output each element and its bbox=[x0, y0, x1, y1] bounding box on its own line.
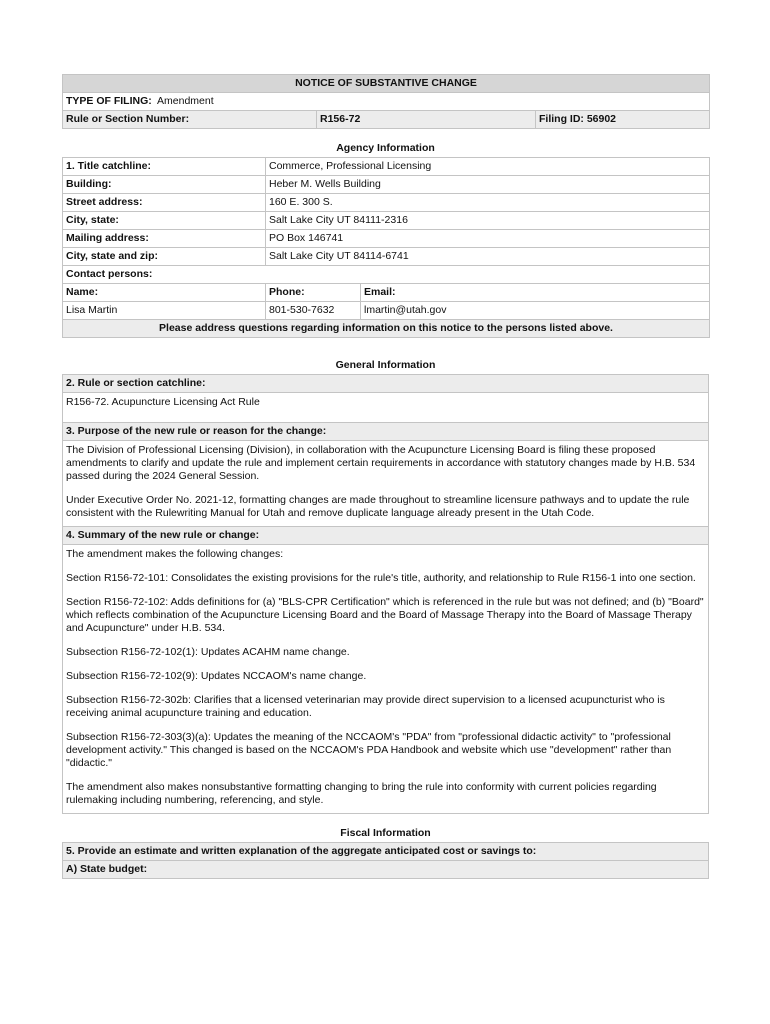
contact-email: lmartin@utah.gov bbox=[361, 302, 710, 320]
q2-label: 2. Rule or section catchline: bbox=[63, 375, 709, 393]
street-address-value: 160 E. 300 S. bbox=[266, 194, 710, 212]
filing-type-row bbox=[63, 93, 710, 111]
contact-email-header: Email: bbox=[361, 284, 710, 302]
paragraph: The amendment makes the following changes: bbox=[66, 548, 284, 560]
agency-row bbox=[63, 194, 710, 212]
agency-row bbox=[63, 248, 710, 266]
notice-document bbox=[62, 74, 709, 879]
contact-name-header: Name: bbox=[63, 284, 266, 302]
contact-row bbox=[63, 302, 710, 320]
filing-header-table bbox=[62, 74, 710, 129]
city-state-label: City, state: bbox=[63, 212, 266, 230]
agency-table bbox=[62, 157, 710, 338]
mailing-address-label: Mailing address: bbox=[63, 230, 266, 248]
q3-answer bbox=[63, 441, 709, 527]
contact-name: Lisa Martin bbox=[63, 302, 266, 320]
title-catchline-value: Commerce, Professional Licensing bbox=[266, 158, 710, 176]
rule-number-value: R156-72 bbox=[317, 111, 536, 129]
general-table bbox=[62, 374, 709, 814]
paragraph: Under Executive Order No. 2021-12, formatting changes are made throughout to streamline licensure pathways and to update the rule consistent with the Rulewriting Manual for Utah and remove duplicate language already present in the Utah Code. bbox=[66, 494, 690, 519]
filing-type-value: Amendment bbox=[157, 95, 214, 107]
building-value: Heber M. Wells Building bbox=[266, 176, 710, 194]
agency-row bbox=[63, 158, 710, 176]
q3-label: 3. Purpose of the new rule or reason for the change: bbox=[63, 423, 709, 441]
city-state-zip-label: City, state and zip: bbox=[63, 248, 266, 266]
q5a-label: A) State budget: bbox=[63, 861, 709, 879]
contact-phone: 801-530-7632 bbox=[266, 302, 361, 320]
rule-number-label: Rule or Section Number: bbox=[63, 111, 317, 129]
paragraph: The amendment also makes nonsubstantive formatting changing to bring the rule into conformity with current policies regarding rulemaking including numbering, referencing, and style. bbox=[66, 781, 657, 806]
paragraph: Section R156-72-101: Consolidates the existing provisions for the rule's title, authority, and relationship to Rule R156-1 into one section. bbox=[66, 572, 696, 584]
q4-label: 4. Summary of the new rule or change: bbox=[63, 527, 709, 545]
q2-value: R156-72. Acupuncture Licensing Act Rule bbox=[63, 393, 709, 423]
contact-phone-header: Phone: bbox=[266, 284, 361, 302]
mailing-address-value: PO Box 146741 bbox=[266, 230, 710, 248]
paragraph: Subsection R156-72-102(9): Updates NCCAOM's name change. bbox=[66, 670, 367, 682]
agency-heading: Agency Information bbox=[336, 142, 435, 154]
building-label: Building: bbox=[63, 176, 266, 194]
fiscal-table bbox=[62, 842, 709, 879]
q4-answer bbox=[63, 545, 709, 814]
fiscal-heading: Fiscal Information bbox=[340, 827, 431, 839]
notice-title: NOTICE OF SUBSTANTIVE CHANGE bbox=[63, 75, 710, 93]
street-address-label: Street address: bbox=[63, 194, 266, 212]
city-state-value: Salt Lake City UT 84111-2316 bbox=[266, 212, 710, 230]
city-state-zip-value: Salt Lake City UT 84114-6741 bbox=[266, 248, 710, 266]
paragraph: Section R156-72-102: Adds definitions for (a) "BLS-CPR Certification" which is referenced in the rule but was not defined; and (b) "Board" which reflects combination of the Acupuncture Licensing Board and the Board of Massage Therapy into the Board of Massage Therapy and Acupuncture" under H.B. 534. bbox=[66, 596, 704, 634]
contact-persons-label: Contact persons: bbox=[63, 266, 710, 284]
paragraph: Subsection R156-72-303(3)(a): Updates the meaning of the NCCAOM's "PDA" from "professional didactic activity" to "professional development activity." This changed is based on the NCCAOM's PDA Handbook and website which use "development" rather than "didactic." bbox=[66, 731, 672, 769]
contact-note: Please address questions regarding information on this notice to the persons listed above. bbox=[63, 320, 710, 338]
agency-row bbox=[63, 212, 710, 230]
agency-row bbox=[63, 230, 710, 248]
paragraph: Subsection R156-72-302b: Clarifies that a licensed veterinarian may provide direct supervision to a licensed acupuncturist who is receiving animal acupuncture training and education. bbox=[66, 694, 665, 719]
filing-id: Filing ID: 56902 bbox=[536, 111, 710, 129]
general-heading: General Information bbox=[335, 359, 436, 371]
paragraph: Subsection R156-72-102(1): Updates ACAHM name change. bbox=[66, 646, 350, 658]
title-catchline-label: 1. Title catchline: bbox=[63, 158, 266, 176]
agency-row bbox=[63, 176, 710, 194]
q5-label: 5. Provide an estimate and written explanation of the aggregate anticipated cost or savings to: bbox=[63, 843, 709, 861]
paragraph: The Division of Professional Licensing (Division), in collaboration with the Acupuncture Licensing Board is filing these proposed amendments to clarify and update the rule and implement certain requirements in accordance with statutory changes made by H.B. 534 passed during the 2024 General Session. bbox=[66, 444, 696, 482]
filing-type-label: TYPE OF FILING: bbox=[66, 95, 152, 107]
